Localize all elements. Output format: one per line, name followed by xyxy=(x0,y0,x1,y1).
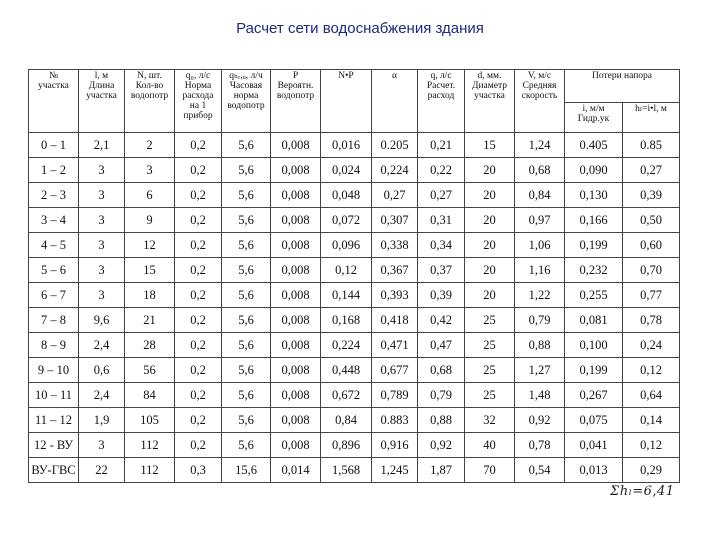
table-cell: 1,24 xyxy=(515,133,565,158)
table-cell: 0,008 xyxy=(271,158,321,183)
table-cell: 1,27 xyxy=(515,358,565,383)
table-cell: 0,84 xyxy=(321,408,372,433)
table-cell: 4 – 5 xyxy=(29,233,79,258)
table-cell: 0,672 xyxy=(321,383,372,408)
table-cell: 0,88 xyxy=(515,333,565,358)
table-cell: 5,6 xyxy=(222,258,271,283)
table-row xyxy=(29,358,680,383)
table-cell: 3 – 4 xyxy=(29,208,79,233)
table-cell: 20 xyxy=(465,233,515,258)
table-cell: 0,24 xyxy=(623,333,680,358)
table-cell: 0,27 xyxy=(623,158,680,183)
table-cell: 0,471 xyxy=(372,333,418,358)
table-cell: 0,2 xyxy=(175,258,222,283)
header-length: l, м Длина участка xyxy=(79,70,125,133)
table-cell: 25 xyxy=(465,383,515,408)
table-cell: 0,92 xyxy=(418,433,465,458)
table-cell: 2,4 xyxy=(79,383,125,408)
header-head-loss: hₗ=i•l, м xyxy=(623,103,680,133)
table-cell: 0,64 xyxy=(623,383,680,408)
table-cell: 0,013 xyxy=(565,458,623,483)
table-cell: 5,6 xyxy=(222,183,271,208)
table-cell: 0,12 xyxy=(321,258,372,283)
table-cell: 0,393 xyxy=(372,283,418,308)
table-cell: 0.85 xyxy=(623,133,680,158)
table-cell: 1,06 xyxy=(515,233,565,258)
table-cell: 0,448 xyxy=(321,358,372,383)
header-np: N•P xyxy=(321,70,372,133)
table-cell: 56 xyxy=(125,358,175,383)
table-cell: 20 xyxy=(465,158,515,183)
table-cell: 105 xyxy=(125,408,175,433)
table-row xyxy=(29,208,680,233)
table-cell: 0,008 xyxy=(271,333,321,358)
table-cell: 3 xyxy=(79,158,125,183)
table-cell: 0,008 xyxy=(271,358,321,383)
table-cell: 7 – 8 xyxy=(29,308,79,333)
table-cell: 0,166 xyxy=(565,208,623,233)
table-cell: 5,6 xyxy=(222,358,271,383)
table-cell: 1,16 xyxy=(515,258,565,283)
table-cell: 15 xyxy=(125,258,175,283)
table-cell: 3 xyxy=(79,183,125,208)
table-cell: 70 xyxy=(465,458,515,483)
header-flow: q, л/с Расчет. расход xyxy=(418,70,465,133)
table-cell: 0,008 xyxy=(271,433,321,458)
table-cell: 0,144 xyxy=(321,283,372,308)
table-row xyxy=(29,458,680,483)
table-cell: 0.205 xyxy=(372,133,418,158)
header-probability: P Вероятн. водопотр xyxy=(271,70,321,133)
table-cell: 28 xyxy=(125,333,175,358)
table-cell: 1,48 xyxy=(515,383,565,408)
table-cell: 0,041 xyxy=(565,433,623,458)
table-cell: 0,14 xyxy=(623,408,680,433)
table-row xyxy=(29,258,680,283)
table-cell: 0,008 xyxy=(271,283,321,308)
table-cell: 0,418 xyxy=(372,308,418,333)
table-cell: 0,54 xyxy=(515,458,565,483)
table-cell: 20 xyxy=(465,283,515,308)
table-cell: 20 xyxy=(465,258,515,283)
table-cell: 5,6 xyxy=(222,408,271,433)
table-cell: 0,367 xyxy=(372,258,418,283)
table-cell: 0,677 xyxy=(372,358,418,383)
table-cell: 0,2 xyxy=(175,283,222,308)
table-cell: 1,22 xyxy=(515,283,565,308)
table-cell: 2,1 xyxy=(79,133,125,158)
table-cell: 18 xyxy=(125,283,175,308)
header-diameter: d, мм. Диаметр участка xyxy=(465,70,515,133)
table-cell: 15 xyxy=(465,133,515,158)
table-cell: 0,29 xyxy=(623,458,680,483)
table-cell: 0,090 xyxy=(565,158,623,183)
table-cell: 0,3 xyxy=(175,458,222,483)
table-cell: 0,70 xyxy=(623,258,680,283)
table-cell: 0,307 xyxy=(372,208,418,233)
table-row xyxy=(29,333,680,358)
header-head-losses: Потери напора xyxy=(565,70,680,103)
table-cell: 0,2 xyxy=(175,308,222,333)
table-cell: 0,60 xyxy=(623,233,680,258)
table-cell: 0,97 xyxy=(515,208,565,233)
table-cell: 0,6 xyxy=(79,358,125,383)
table-cell: 0,92 xyxy=(515,408,565,433)
table-cell: 0,916 xyxy=(372,433,418,458)
table-cell: 5,6 xyxy=(222,133,271,158)
table-cell: 0,2 xyxy=(175,233,222,258)
table-row xyxy=(29,383,680,408)
table-cell: 10 – 11 xyxy=(29,383,79,408)
table-cell: 0,37 xyxy=(418,258,465,283)
table-cell: 3 xyxy=(79,258,125,283)
table-cell: 0,2 xyxy=(175,183,222,208)
table-cell: 25 xyxy=(465,333,515,358)
table-cell: 11 – 12 xyxy=(29,408,79,433)
table-cell: 0,78 xyxy=(515,433,565,458)
table-cell: 0,42 xyxy=(418,308,465,333)
header-norm: q₀, л/с Норма расхода на 1 прибор xyxy=(175,70,222,133)
handwritten-total: Σhₗ=6,41 xyxy=(610,484,675,499)
table-cell: 1,245 xyxy=(372,458,418,483)
table-cell: 1,568 xyxy=(321,458,372,483)
header-hydraulic-slope: i, м/м Гидр.ук xyxy=(565,103,623,133)
table-cell: 0,024 xyxy=(321,158,372,183)
table-cell: 0,21 xyxy=(418,133,465,158)
table-cell: 3 xyxy=(79,233,125,258)
table-cell: 25 xyxy=(465,358,515,383)
table-cell: 15,6 xyxy=(222,458,271,483)
table-cell: 0,50 xyxy=(623,208,680,233)
table-cell: 0,016 xyxy=(321,133,372,158)
table-row xyxy=(29,408,680,433)
table-cell: 0,77 xyxy=(623,283,680,308)
header-hourly-norm: qₕᵣ,ᵤ, л/ч Часовая норма водопотр xyxy=(222,70,271,133)
table-cell: 5,6 xyxy=(222,308,271,333)
table-cell: 0,12 xyxy=(623,433,680,458)
table-row xyxy=(29,308,680,333)
table-cell: 0,2 xyxy=(175,408,222,433)
table-cell: 0,199 xyxy=(565,358,623,383)
table-cell: 0,2 xyxy=(175,358,222,383)
table-cell: 0,008 xyxy=(271,183,321,208)
table-cell: 5,6 xyxy=(222,208,271,233)
table-cell: 0,008 xyxy=(271,383,321,408)
table-row xyxy=(29,158,680,183)
table-cell: 1,87 xyxy=(418,458,465,483)
table-cell: 0,096 xyxy=(321,233,372,258)
table-cell: 5,6 xyxy=(222,283,271,308)
table-cell: 0,12 xyxy=(623,358,680,383)
table-body xyxy=(29,133,680,483)
table-cell: 20 xyxy=(465,208,515,233)
table-cell: 20 xyxy=(465,183,515,208)
table-cell: 22 xyxy=(79,458,125,483)
table-cell: 40 xyxy=(465,433,515,458)
table-cell: 0,2 xyxy=(175,133,222,158)
table-cell: 0,2 xyxy=(175,383,222,408)
table-cell: 6 xyxy=(125,183,175,208)
header-alpha: α xyxy=(372,70,418,133)
table-cell: 0,27 xyxy=(372,183,418,208)
table-cell: 0,896 xyxy=(321,433,372,458)
table-cell: 6 – 7 xyxy=(29,283,79,308)
table-cell: 2 xyxy=(125,133,175,158)
table-cell: 0,014 xyxy=(271,458,321,483)
table-cell: 3 xyxy=(79,208,125,233)
table-cell: 0,008 xyxy=(271,408,321,433)
table-cell: 0,008 xyxy=(271,258,321,283)
table-cell: 12 - ВУ xyxy=(29,433,79,458)
table-cell: 0,31 xyxy=(418,208,465,233)
header-section: № участка xyxy=(29,70,79,133)
table-cell: 0,232 xyxy=(565,258,623,283)
table-cell: 0,168 xyxy=(321,308,372,333)
table-cell: 0,008 xyxy=(271,308,321,333)
table-cell: 0,68 xyxy=(418,358,465,383)
table-cell: 0,27 xyxy=(418,183,465,208)
header-count: N, шт. Кол-во водопотр xyxy=(125,70,175,133)
table-cell: 0,081 xyxy=(565,308,623,333)
table-cell: 12 xyxy=(125,233,175,258)
table-cell: 21 xyxy=(125,308,175,333)
table-cell: 5,6 xyxy=(222,333,271,358)
table-cell: 32 xyxy=(465,408,515,433)
table-cell: 3 xyxy=(125,158,175,183)
table-cell: 84 xyxy=(125,383,175,408)
table-cell: 9 xyxy=(125,208,175,233)
table-cell: 0,79 xyxy=(515,308,565,333)
header-speed: V, м/с Средняя скорость xyxy=(515,70,565,133)
table-cell: 0,199 xyxy=(565,233,623,258)
table-cell: 0,008 xyxy=(271,233,321,258)
table-cell: 5,6 xyxy=(222,433,271,458)
table-cell: 2,4 xyxy=(79,333,125,358)
table-cell: 5,6 xyxy=(222,233,271,258)
table-cell: 0,2 xyxy=(175,333,222,358)
table-row xyxy=(29,283,680,308)
table-cell: 0,075 xyxy=(565,408,623,433)
water-supply-table xyxy=(28,69,680,483)
table-cell: 0,84 xyxy=(515,183,565,208)
table-cell: 0,224 xyxy=(372,158,418,183)
table-cell: 0,88 xyxy=(418,408,465,433)
table-cell: 0 – 1 xyxy=(29,133,79,158)
table-cell: 0,048 xyxy=(321,183,372,208)
table-cell: 1 – 2 xyxy=(29,158,79,183)
table-cell: 112 xyxy=(125,433,175,458)
table-cell: 0,47 xyxy=(418,333,465,358)
table-cell: 0,2 xyxy=(175,158,222,183)
table-cell: 0,2 xyxy=(175,433,222,458)
table-cell: 112 xyxy=(125,458,175,483)
table-cell: 0,267 xyxy=(565,383,623,408)
table-cell: 0,2 xyxy=(175,208,222,233)
table-cell: ВУ-ГВС xyxy=(29,458,79,483)
table-cell: 0,008 xyxy=(271,133,321,158)
table-row xyxy=(29,133,680,158)
table-cell: 0,78 xyxy=(623,308,680,333)
table-cell: 0,34 xyxy=(418,233,465,258)
table-cell: 5,6 xyxy=(222,158,271,183)
table-cell: 0,39 xyxy=(418,283,465,308)
table-cell: 3 xyxy=(79,283,125,308)
table-cell: 0,22 xyxy=(418,158,465,183)
table-cell: 3 xyxy=(79,433,125,458)
table-cell: 0,072 xyxy=(321,208,372,233)
table-cell: 0,79 xyxy=(418,383,465,408)
table-cell: 0,338 xyxy=(372,233,418,258)
table-cell: 1,9 xyxy=(79,408,125,433)
table-cell: 9,6 xyxy=(79,308,125,333)
table-cell: 5 – 6 xyxy=(29,258,79,283)
table-cell: 0,224 xyxy=(321,333,372,358)
page-title: Расчет сети водоснабжения здания xyxy=(236,20,484,37)
table-cell: 8 – 9 xyxy=(29,333,79,358)
table-cell: 0,008 xyxy=(271,208,321,233)
table-cell: 9 – 10 xyxy=(29,358,79,383)
table-cell: 0.883 xyxy=(372,408,418,433)
table-cell: 0,255 xyxy=(565,283,623,308)
table-cell: 0,68 xyxy=(515,158,565,183)
table-row xyxy=(29,433,680,458)
table-cell: 0,130 xyxy=(565,183,623,208)
table-cell: 25 xyxy=(465,308,515,333)
table-cell: 0,789 xyxy=(372,383,418,408)
table-cell: 2 – 3 xyxy=(29,183,79,208)
table-cell: 0.405 xyxy=(565,133,623,158)
table-cell: 5,6 xyxy=(222,383,271,408)
table-row xyxy=(29,233,680,258)
table-cell: 0,100 xyxy=(565,333,623,358)
table-cell: 0,39 xyxy=(623,183,680,208)
table-row xyxy=(29,183,680,208)
